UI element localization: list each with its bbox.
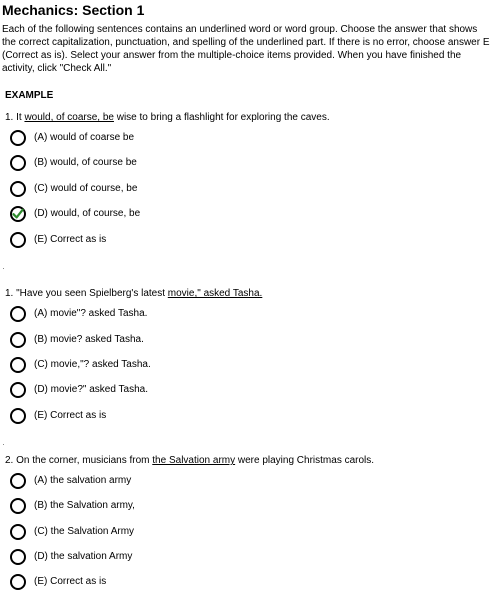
q2-option-b[interactable] <box>10 496 135 516</box>
separator-dot <box>3 268 4 269</box>
question-prefix: 1. It <box>5 112 25 123</box>
radio-button[interactable] <box>10 232 26 248</box>
q1-option-b[interactable] <box>10 330 144 350</box>
question-suffix: were playing Christmas carols. <box>235 455 375 466</box>
underlined-part: would, of coarse, be <box>24 112 114 123</box>
check-icon <box>12 208 24 220</box>
option-label: (D) would, of course, be <box>34 208 141 219</box>
underlined-part: the Salvation army <box>152 455 236 466</box>
option-label: (A) movie"? asked Tasha. <box>34 308 148 319</box>
example-option-c[interactable] <box>10 179 137 199</box>
example-option-a[interactable] <box>10 128 134 148</box>
question-suffix: wise to bring a flashlight for exploring the caves. <box>113 112 330 123</box>
q2-option-e[interactable] <box>10 572 106 592</box>
q2-option-d[interactable] <box>10 547 132 567</box>
radio-button[interactable] <box>10 574 26 590</box>
underlined-part: movie," asked Tasha. <box>167 288 263 299</box>
question-2 <box>5 454 374 467</box>
q1-option-e[interactable] <box>10 406 106 426</box>
option-label: (A) the salvation army <box>34 475 132 486</box>
q2-option-c[interactable] <box>10 522 134 542</box>
radio-button[interactable] <box>10 524 26 540</box>
page-title: Mechanics: Section 1 <box>2 2 145 18</box>
radio-button[interactable] <box>10 382 26 398</box>
radio-button[interactable] <box>10 498 26 514</box>
option-label: (E) Correct as is <box>34 576 107 587</box>
instructions-text: Each of the following sentences contains an underlined word or word group. Choose the answer that shows the correct capitalization, punctuation, and spelling of the underlined part. If there is no error, choose answer E (Correct as is). Select your answer from the multiple-choice items provided. When you have finished the activity, click "Check All." <box>2 24 490 74</box>
question-prefix: 2. On the corner, musicians from <box>5 455 153 466</box>
option-label: (E) Correct as is <box>34 410 107 421</box>
example-question <box>5 111 330 124</box>
radio-button[interactable] <box>10 155 26 171</box>
example-option-d[interactable] <box>10 204 140 224</box>
radio-button[interactable] <box>10 306 26 322</box>
q1-option-a[interactable] <box>10 304 147 324</box>
radio-button[interactable] <box>10 181 26 197</box>
option-label: (C) the Salvation Army <box>34 526 135 537</box>
radio-button[interactable] <box>10 332 26 348</box>
option-label: (D) the salvation Army <box>34 551 133 562</box>
separator-dot <box>3 444 4 445</box>
radio-button-selected[interactable] <box>10 206 26 222</box>
example-label: EXAMPLE <box>5 90 54 101</box>
option-label: (C) would of course, be <box>34 183 138 194</box>
q1-option-c[interactable] <box>10 355 151 375</box>
question-1 <box>5 287 262 300</box>
option-label: (C) movie,"? asked Tasha. <box>34 359 151 370</box>
example-option-e[interactable] <box>10 230 106 250</box>
option-label: (B) the Salvation army, <box>34 500 135 511</box>
question-prefix: 1. "Have you seen Spielberg's latest <box>5 288 168 299</box>
option-label: (B) movie? asked Tasha. <box>34 334 144 345</box>
option-label: (E) Correct as is <box>34 234 107 245</box>
option-label: (B) would, of course be <box>34 157 137 168</box>
option-label: (D) movie?" asked Tasha. <box>34 384 148 395</box>
radio-button[interactable] <box>10 408 26 424</box>
q2-option-a[interactable] <box>10 471 131 491</box>
radio-button[interactable] <box>10 473 26 489</box>
option-label: (A) would of coarse be <box>34 132 135 143</box>
radio-button[interactable] <box>10 357 26 373</box>
radio-button[interactable] <box>10 549 26 565</box>
example-option-b[interactable] <box>10 153 137 173</box>
q1-option-d[interactable] <box>10 380 148 400</box>
radio-button[interactable] <box>10 130 26 146</box>
